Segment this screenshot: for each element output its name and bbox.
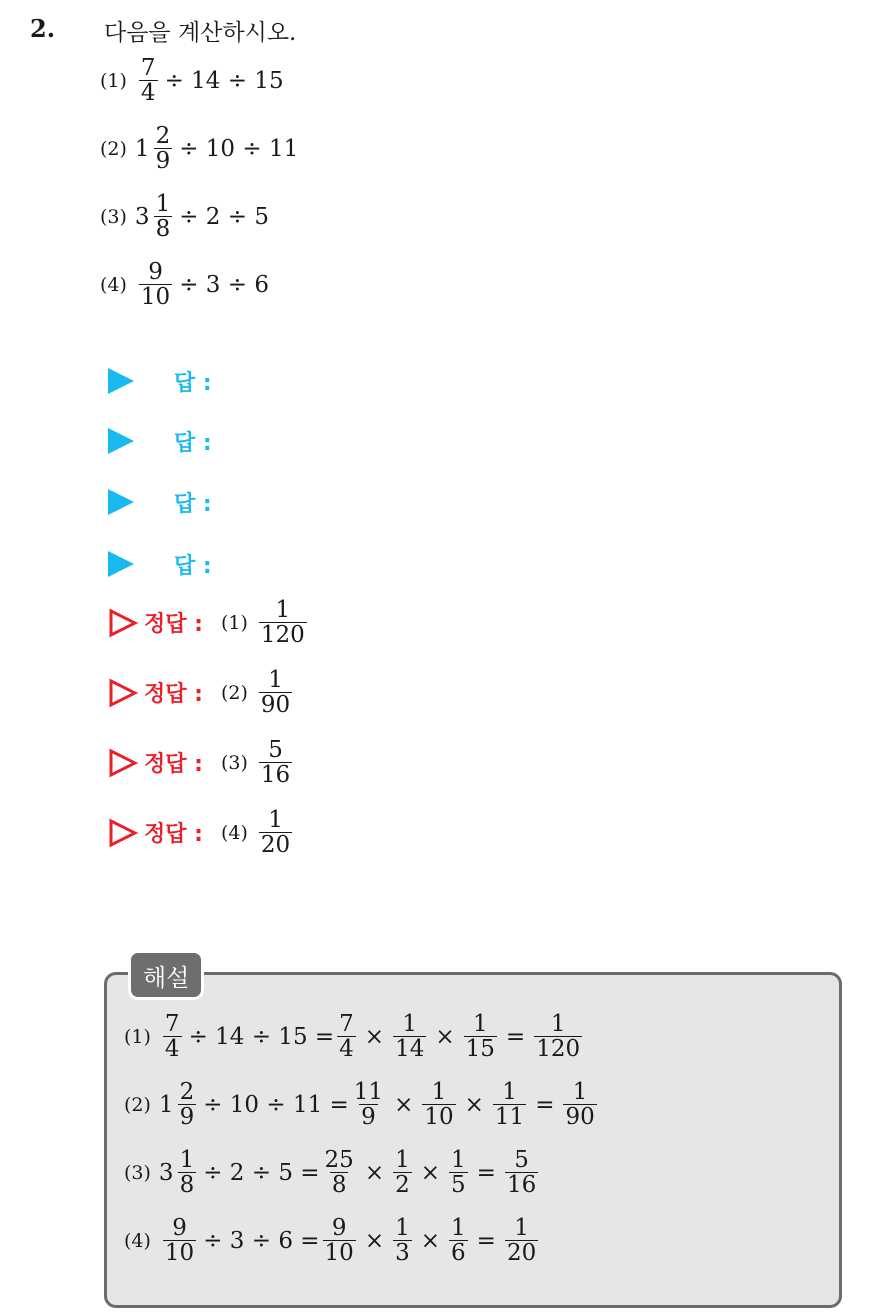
solution-row	[108, 598, 310, 647]
fraction-numerator: 9	[172, 1215, 187, 1241]
fraction-denominator: 3	[395, 1240, 410, 1267]
step-fraction	[464, 1012, 497, 1061]
question-number: 2.	[30, 14, 56, 43]
solution-label: 정답 :	[144, 682, 203, 708]
times-sign: ×	[435, 1023, 455, 1050]
equals-sign: =	[505, 1023, 526, 1050]
solution-item-label: (4)	[220, 821, 248, 844]
step-fraction	[449, 1216, 468, 1265]
explanation-tag: 해설	[128, 950, 204, 1000]
item-label: (1)	[124, 1025, 151, 1048]
solution-fraction	[259, 738, 292, 787]
item-operations: ÷ 3 ÷ 6	[179, 271, 269, 298]
fraction-denominator: 16	[506, 1172, 537, 1199]
fraction-numerator: 1	[550, 1011, 566, 1037]
fraction-denominator: 6	[451, 1240, 466, 1267]
fraction-numerator: 9	[331, 1215, 347, 1241]
fraction-numerator: 11	[353, 1079, 384, 1105]
question-item	[100, 56, 284, 105]
item-operations: ÷ 2 ÷ 5 =	[203, 1159, 320, 1186]
fraction-numerator: 1	[155, 191, 171, 217]
fraction-denominator: 5	[451, 1172, 466, 1199]
fraction-denominator: 9	[179, 1104, 195, 1131]
step-fraction	[323, 1148, 356, 1197]
fraction-denominator: 8	[331, 1172, 347, 1199]
result-fraction	[505, 1216, 538, 1265]
play-icon	[108, 428, 134, 454]
triangle-outline-icon	[108, 608, 138, 638]
play-icon	[108, 489, 134, 515]
step-fraction	[352, 1080, 385, 1129]
fraction-numerator: 7	[164, 1011, 180, 1037]
fraction-numerator: 2	[179, 1079, 195, 1105]
equals-sign: =	[476, 1227, 496, 1254]
fraction-denominator: 4	[140, 80, 156, 107]
fraction-numerator: 1	[502, 1079, 517, 1105]
result-fraction	[505, 1148, 538, 1197]
solution-label: 정답 :	[144, 752, 203, 778]
step-fraction	[422, 1080, 455, 1129]
result-fraction	[534, 1012, 582, 1061]
step-fraction	[393, 1148, 412, 1197]
item-fraction	[154, 124, 173, 173]
times-sign: ×	[420, 1227, 441, 1254]
solution-item-label: (3)	[220, 751, 248, 774]
fraction-denominator: 10	[324, 1240, 354, 1267]
fraction-denominator: 14	[395, 1036, 425, 1063]
answer-row	[108, 364, 212, 398]
fraction-numerator: 2	[155, 123, 171, 149]
question-item	[100, 260, 269, 309]
step-fraction	[393, 1216, 412, 1265]
item-label: (3)	[100, 205, 127, 228]
play-icon	[108, 551, 134, 577]
equals-sign: =	[535, 1091, 555, 1118]
item-label: (1)	[100, 69, 127, 92]
fraction-denominator: 90	[260, 692, 291, 719]
item-label: (4)	[124, 1229, 151, 1252]
fraction-denominator: 15	[465, 1036, 495, 1063]
times-sign: ×	[364, 1159, 385, 1186]
item-whole: 3	[158, 1159, 174, 1186]
solution-row	[108, 668, 295, 717]
step-fraction	[393, 1012, 426, 1061]
explanation-line	[124, 1012, 585, 1061]
item-operations: ÷ 3 ÷ 6 =	[203, 1227, 320, 1254]
fraction-denominator: 20	[260, 832, 291, 859]
solution-fraction	[259, 808, 292, 857]
fraction-numerator: 25	[324, 1147, 354, 1173]
question-prompt: 다음을 계산하시오.	[104, 20, 297, 46]
item-whole: 3	[134, 203, 150, 230]
times-sign: ×	[364, 1227, 385, 1254]
fraction-numerator: 1	[395, 1215, 410, 1241]
fraction-denominator: 9	[361, 1104, 376, 1131]
step-fraction	[493, 1080, 526, 1129]
fraction-denominator: 2	[395, 1172, 410, 1199]
item-label: (3)	[124, 1161, 151, 1184]
result-fraction	[563, 1080, 596, 1129]
fraction-numerator: 7	[339, 1011, 354, 1037]
item-fraction	[163, 1012, 182, 1061]
item-fraction	[163, 1216, 196, 1265]
solution-row	[108, 808, 295, 857]
fraction-denominator: 8	[155, 216, 171, 243]
item-operations: ÷ 14 ÷ 15 =	[188, 1023, 335, 1050]
equals-sign: =	[476, 1159, 496, 1186]
item-label: (2)	[100, 137, 127, 160]
item-operations: ÷ 2 ÷ 5	[179, 203, 269, 230]
question-item	[100, 124, 298, 173]
answer-label: 답 :	[174, 370, 212, 396]
answer-row	[108, 485, 212, 519]
step-fraction	[323, 1216, 356, 1265]
fraction-denominator: 16	[260, 762, 291, 789]
fraction-numerator: 1	[431, 1079, 447, 1105]
fraction-numerator: 1	[275, 597, 291, 623]
triangle-outline-icon	[108, 678, 138, 708]
item-whole: 1	[158, 1091, 174, 1118]
fraction-numerator: 1	[451, 1147, 466, 1173]
fraction-numerator: 7	[140, 55, 156, 81]
explanation-line	[124, 1148, 541, 1197]
answer-label: 답 :	[174, 430, 212, 456]
triangle-outline-icon	[108, 748, 138, 778]
times-sign: ×	[420, 1159, 441, 1186]
fraction-numerator: 1	[514, 1215, 529, 1241]
answer-row	[108, 424, 212, 458]
fraction-numerator: 9	[148, 259, 163, 285]
fraction-numerator: 1	[268, 807, 283, 833]
fraction-numerator: 1	[268, 667, 283, 693]
step-fraction	[449, 1148, 468, 1197]
fraction-numerator: 5	[268, 737, 283, 763]
solution-label: 정답 :	[144, 822, 203, 848]
item-whole: 1	[134, 135, 150, 162]
explanation-line	[124, 1080, 600, 1129]
fraction-denominator: 20	[506, 1240, 537, 1267]
item-fraction	[139, 260, 172, 309]
item-fraction	[139, 56, 158, 105]
step-fraction	[337, 1012, 356, 1061]
answer-label: 답 :	[174, 553, 212, 579]
solution-label: 정답 :	[144, 612, 203, 638]
item-fraction	[178, 1080, 197, 1129]
fraction-numerator: 1	[572, 1079, 588, 1105]
item-fraction	[154, 192, 173, 241]
fraction-numerator: 1	[472, 1011, 488, 1037]
times-sign: ×	[464, 1091, 484, 1118]
fraction-denominator: 4	[339, 1036, 354, 1063]
solution-item-label: (1)	[220, 611, 248, 634]
fraction-denominator: 10	[424, 1104, 454, 1131]
times-sign: ×	[394, 1091, 414, 1118]
item-label: (2)	[124, 1093, 151, 1116]
fraction-denominator: 11	[494, 1104, 525, 1131]
fraction-denominator: 120	[260, 622, 305, 649]
explanation-line	[124, 1216, 541, 1265]
fraction-numerator: 1	[402, 1011, 418, 1037]
fraction-numerator: 1	[179, 1147, 195, 1173]
item-operations: ÷ 14 ÷ 15	[164, 67, 284, 94]
item-operations: ÷ 10 ÷ 11 =	[203, 1091, 349, 1118]
fraction-denominator: 10	[164, 1240, 195, 1267]
fraction-denominator: 10	[140, 284, 171, 311]
solution-row	[108, 738, 295, 787]
answer-label: 답 :	[174, 491, 212, 517]
item-fraction	[178, 1148, 197, 1197]
solution-item-label: (2)	[220, 681, 248, 704]
item-operations: ÷ 10 ÷ 11	[179, 135, 299, 162]
solution-fraction	[259, 598, 307, 647]
fraction-denominator: 9	[155, 148, 171, 175]
fraction-denominator: 8	[179, 1172, 195, 1199]
fraction-numerator: 1	[395, 1147, 410, 1173]
item-label: (4)	[100, 273, 127, 296]
times-sign: ×	[364, 1023, 385, 1050]
fraction-denominator: 90	[565, 1104, 595, 1131]
fraction-denominator: 4	[164, 1036, 180, 1063]
triangle-outline-icon	[108, 818, 138, 848]
question-item	[100, 192, 269, 241]
fraction-denominator: 120	[536, 1036, 581, 1063]
solution-fraction	[259, 668, 292, 717]
fraction-numerator: 5	[514, 1147, 529, 1173]
answer-row	[108, 547, 212, 581]
fraction-numerator: 1	[451, 1215, 466, 1241]
play-icon	[108, 368, 134, 394]
